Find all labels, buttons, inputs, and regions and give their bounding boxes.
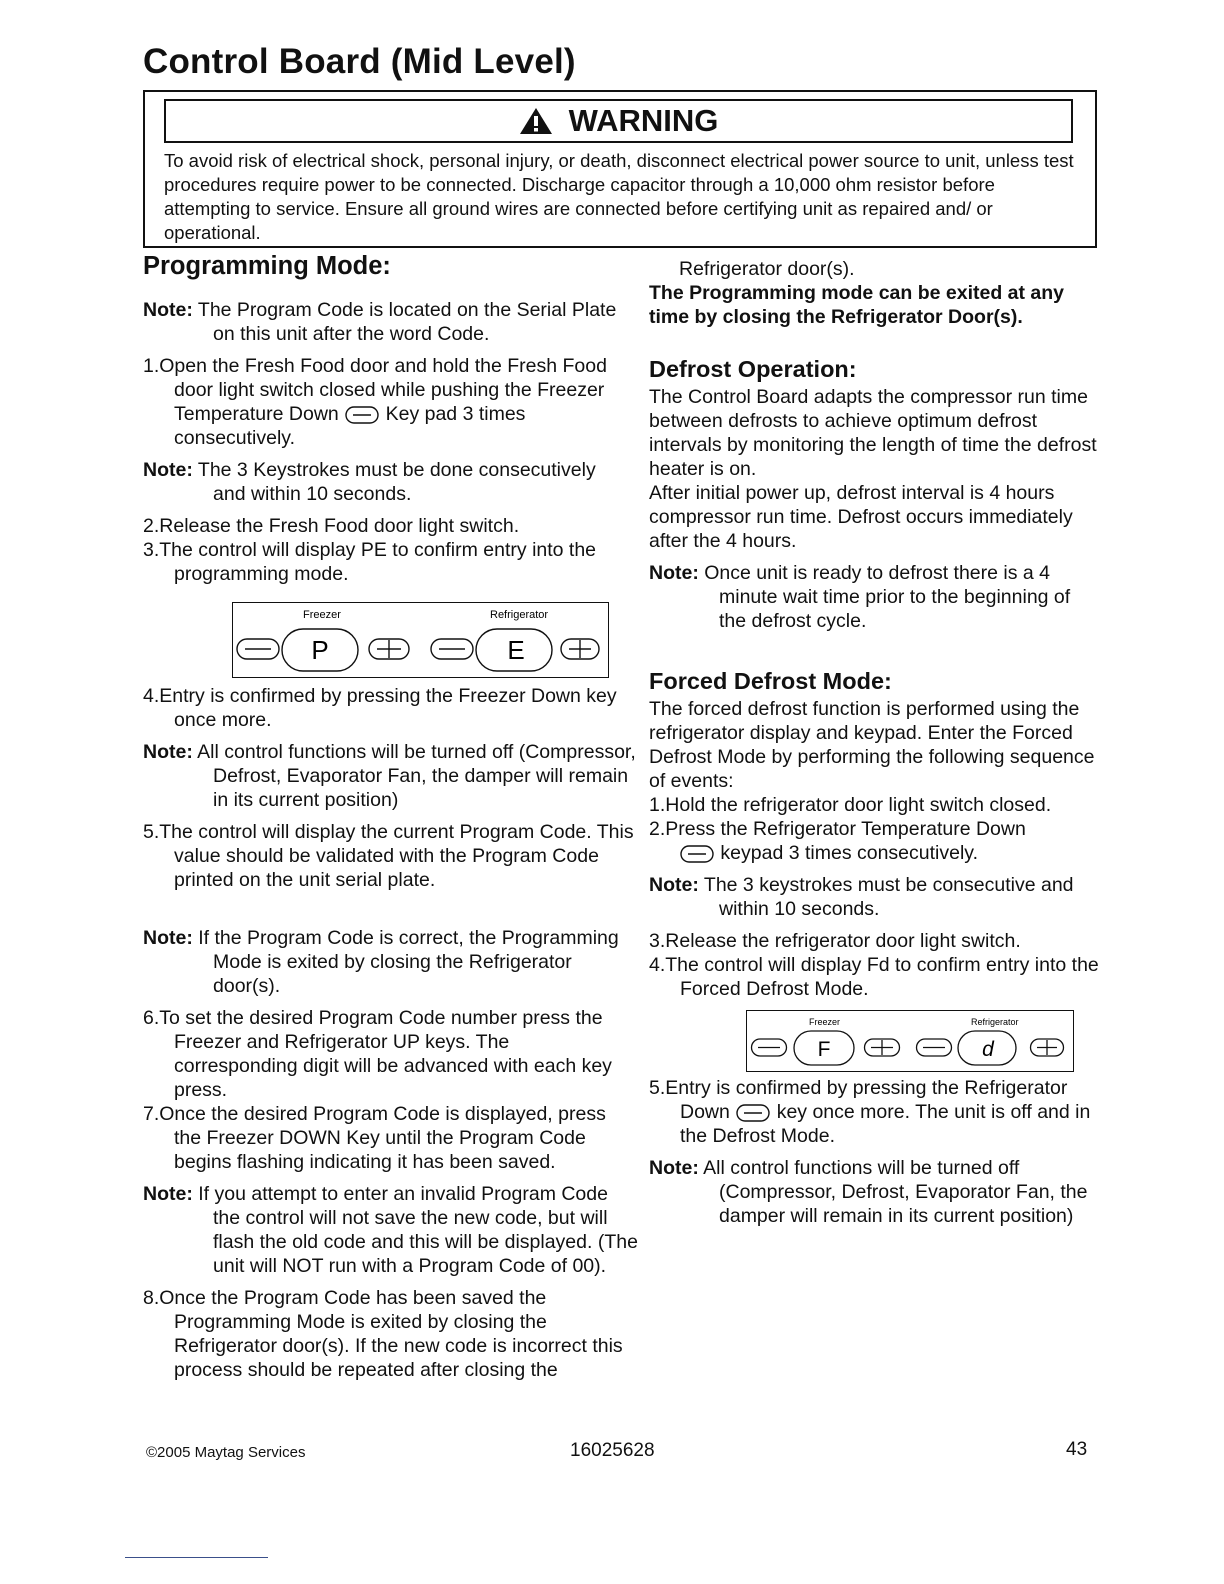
right-column-top (649, 257, 1099, 329)
freezer-down-key-icon (752, 1039, 787, 1056)
defrost-operation-heading: Defrost Operation: (649, 356, 857, 382)
freezer-up-key-icon (369, 639, 409, 659)
note-text: Once unit is ready to defrost there is a 4 minute wait time prior to the beginning of the defrost cycle. (704, 562, 1071, 632)
defrost-paragraph-2: After initial power up, defrost interval is 4 hours compressor run time. Defrost occurs immediately after the 4 hours. (649, 482, 1073, 552)
continued-text: Refrigerator door(s). (679, 258, 855, 280)
note-forced-functions-off (649, 1156, 1101, 1228)
note-functions-off (143, 740, 638, 812)
forced-paragraph: The forced defrost function is performed using the refrigerator display and keypad. Enter the Forced Defrost Mode by performing the following sequence of events: (649, 698, 1095, 792)
control-panel-programming (232, 602, 609, 678)
down-key-icon (344, 405, 380, 425)
refrigerator-up-key-icon (1031, 1039, 1064, 1056)
freezer-label: Freezer (809, 1017, 841, 1027)
note-code-correct (143, 926, 638, 998)
forced-step-5 (649, 1076, 1101, 1148)
forced-step-5-text-end: key once more. The unit is off and in the Defrost Mode. (680, 1101, 1091, 1147)
note-label: Note: (649, 874, 699, 896)
note-label: Note: (143, 741, 193, 763)
control-panel-graphic (747, 1011, 1072, 1070)
programming-mode-heading: Programming Mode: (143, 252, 391, 280)
forced-defrost-heading: Forced Defrost Mode: (649, 668, 892, 694)
refrigerator-display-value: d (982, 1038, 994, 1061)
forced-step-2-text-end: keypad 3 times consecutively. (720, 842, 979, 864)
control-panel-graphic (233, 603, 607, 676)
footer-document-number: 16025628 (570, 1440, 655, 1461)
note-text: The 3 Keystrokes must be done consecutively and within 10 seconds. (197, 459, 596, 505)
note-label: Note: (649, 1157, 699, 1179)
step-4: 4.Entry is confirmed by pressing the Freezer Down key once more. (143, 685, 617, 731)
forced-step-4: 4.The control will display Fd to confirm entry into the Forced Defrost Mode. (649, 954, 1099, 1000)
refrigerator-down-key-icon (917, 1039, 952, 1056)
note-label: Note: (143, 1183, 193, 1205)
note-text: The 3 keystrokes must be consecutive and within 10 seconds. (703, 874, 1074, 920)
freezer-down-key-icon (237, 639, 279, 659)
step-1 (143, 354, 633, 450)
forced-defrost-body (649, 697, 1101, 1001)
note-label: Note: (143, 299, 193, 321)
forced-step-1: 1.Hold the refrigerator door light switch closed. (649, 794, 1052, 816)
note-text: If you attempt to enter an invalid Program Code the control will not save the new code, but will flash the old code and this will be displayed. (The unit will NOT run with a Program Code of 00). (198, 1183, 638, 1277)
warning-text: To avoid risk of electrical shock, personal injury, or death, disconnect electrical power source to unit, unless test procedures require power to be connected. Discharge capacitor through a 10,000 ohm resistor before attempting to service. Ensure all ground wires are connected before certifying unit as repaired and/ or operational. (164, 150, 1074, 243)
forced-defrost-lower (649, 1076, 1101, 1228)
freezer-display-value: F (817, 1038, 831, 1061)
step-1-text-end: Key pad 3 times consecutively. (174, 403, 526, 449)
defrost-operation-body (649, 385, 1101, 633)
control-panel-forced-defrost (746, 1010, 1074, 1072)
down-key-icon (735, 1103, 771, 1123)
note-label: Note: (649, 562, 699, 584)
step-7: 7.Once the desired Program Code is displayed, press the Freezer DOWN Key until the Program Code begins flashing indicating it has been saved. (143, 1103, 606, 1173)
step-8: 8.Once the Program Code has been saved the Programming Mode is exited by closing the Refrigerator door(s). If the new code is incorrect this process should be repeated after closing the (143, 1287, 623, 1381)
forced-step-2 (649, 817, 1101, 865)
note-invalid-code (143, 1182, 638, 1278)
note-text: The Program Code is located on the Serial Plate on this unit after the word Code. (197, 299, 617, 345)
note-program-code-location (143, 298, 633, 346)
freezer-up-key-icon (865, 1039, 900, 1056)
freezer-label: Freezer (303, 609, 341, 621)
note-text: All control functions will be turned off (Compressor, Defrost, Evaporator Fan, the damper will remain in its current position) (197, 741, 636, 811)
note-forced-keystrokes (649, 873, 1101, 921)
footer-page-number: 43 (1066, 1439, 1088, 1460)
note-label: Note: (143, 459, 193, 481)
refrigerator-label: Refrigerator (490, 609, 549, 621)
left-column (143, 298, 633, 586)
step-3: 3.The control will display PE to confirm entry into the programming mode. (143, 539, 597, 585)
note-text: If the Program Code is correct, the Programming Mode is exited by closing the Refrigerator door(s). (198, 927, 619, 997)
exit-note-bold: The Programming mode can be exited at any time by closing the Refrigerator Door(s). (649, 282, 1065, 328)
note-label: Note: (143, 927, 193, 949)
freezer-display-value: P (311, 635, 329, 665)
forced-step-2-text: 2.Press the Refrigerator Temperature Down (649, 818, 1026, 840)
note-keystrokes (143, 458, 633, 506)
step-1-text: 1.Open the Fresh Food door and hold the Fresh Food door light switch closed while pushing the Freezer Temperature Down (143, 355, 607, 425)
scan-edge-line (125, 1557, 268, 1558)
forced-step-3: 3.Release the refrigerator door light switch. (649, 930, 1021, 952)
note-defrost-wait (649, 561, 1101, 633)
refrigerator-up-key-icon (561, 639, 599, 659)
refrigerator-label: Refrigerator (971, 1017, 1019, 1027)
warning-triangle-icon (519, 107, 553, 135)
warning-heading-row (164, 100, 1073, 142)
warning-heading: WARNING (568, 103, 719, 138)
down-key-icon (679, 844, 715, 864)
forced-step-5-text: 5.Entry is confirmed by pressing the Refrigerator Down (649, 1077, 1068, 1123)
defrost-paragraph-1: The Control Board adapts the compressor run time between defrosts to achieve optimum defrost intervals by monitoring the length of time the defrost heater is on. (649, 386, 1097, 480)
page-title: Control Board (Mid Level) (143, 42, 576, 81)
step-6: 6.To set the desired Program Code number press the Freezer and Refrigerator UP keys. The corresponding digit will be advanced with each key press. (143, 1007, 612, 1101)
left-column-lower (143, 684, 638, 1382)
refrigerator-down-key-icon (431, 639, 473, 659)
refrigerator-display-value: E (507, 635, 525, 665)
step-2: 2.Release the Fresh Food door light switch. (143, 515, 520, 537)
footer-copyright: ©2005 Maytag Services (146, 1444, 306, 1461)
step-5: 5.The control will display the current Program Code. This value should be validated with the Program Code printed on the unit serial plate. (143, 821, 634, 891)
note-text: All control functions will be turned off (Compressor, Defrost, Evaporator Fan, the damper will remain in its current position) (703, 1157, 1088, 1227)
